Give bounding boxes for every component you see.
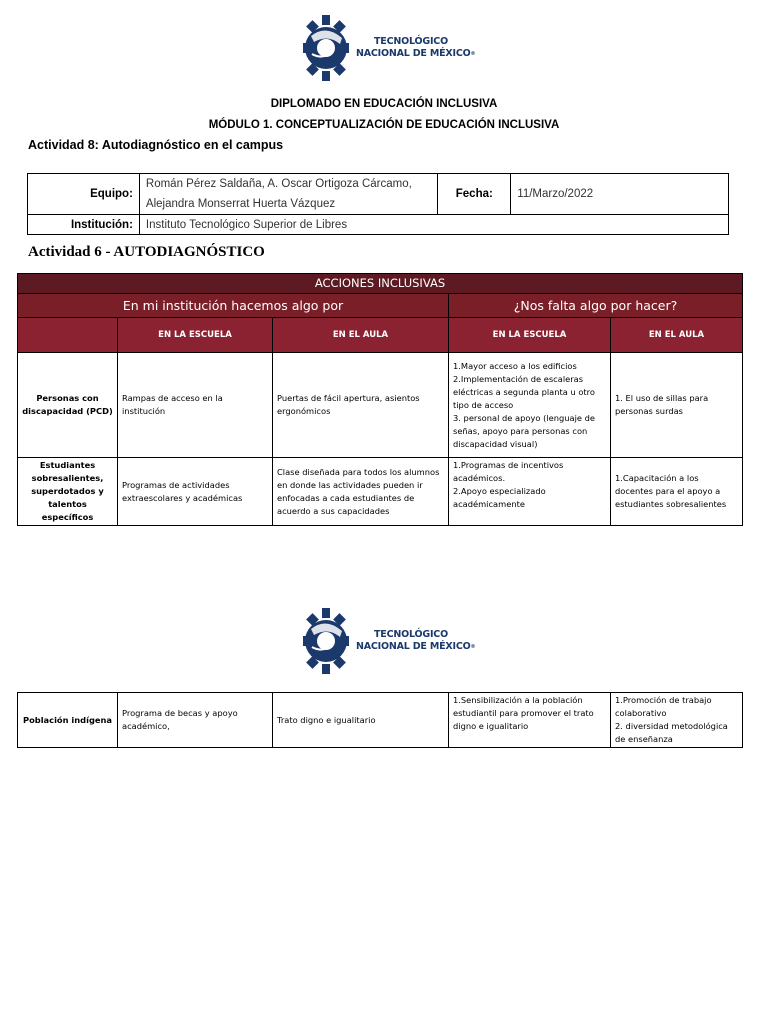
todo-school-cell: [449, 693, 611, 748]
diploma-title: DIPLOMADO EN EDUCACIÓN INCLUSIVA: [270, 98, 498, 110]
module-title: MÓDULO 1. CONCEPTUALIZACIÓN DE EDUCACIÓN INCLUSIVA: [208, 119, 560, 131]
table-row: [18, 353, 743, 458]
row-category: Población indígena: [18, 693, 118, 748]
team-members-line2: Alejandra Monserrat Huerta Vázquez: [145, 198, 336, 210]
table-row: [18, 693, 743, 748]
todo-class-header: EN EL AULA: [611, 318, 743, 353]
list-item: 1.Capacitación a los docentes para el apoyo a estudiantes sobresalientes: [615, 473, 727, 509]
tecnm-gear-emblem-icon: [302, 607, 350, 675]
tecnm-gear-emblem-icon: [302, 14, 350, 82]
activity6-title: Actividad 6 - AUTODIAGNÓSTICO: [28, 244, 265, 260]
list-item: 2. diversidad metodológica de enseñanza: [615, 721, 728, 744]
inclusive-actions-table-continued: [17, 692, 743, 748]
done-class-cell: Trato digno e igualitario: [273, 693, 449, 748]
list-item: 1. El uso de sillas para personas surdas: [615, 393, 709, 416]
todo-class-cell: [611, 458, 743, 526]
inclusive-actions-table: [17, 273, 743, 526]
logo-line1: TECNOLÓGICO: [374, 629, 448, 640]
row-category: Personas con discapacidad (PCD): [18, 353, 118, 458]
team-info-table: [27, 173, 729, 235]
tecnm-logo: [302, 14, 475, 82]
todo-school-cell: [449, 458, 611, 526]
todo-class-cell: [611, 693, 743, 748]
done-school-cell: Programa de becas y apoyo académico,: [118, 693, 273, 748]
table-row: [18, 458, 743, 526]
group-done-header: En mi institución hacemos algo por: [18, 294, 449, 318]
list-item: 1.Programas de incentivos académicos.: [453, 460, 564, 483]
logo-line2: NACIONAL DE MÉXICO: [356, 641, 471, 652]
activity8-title: Actividad 8: Autodiagnóstico en el campus: [28, 138, 284, 152]
table-group-row: [18, 294, 743, 318]
row-category: Estudiantes sobresalientes, superdotados y talentos específicos: [18, 458, 118, 526]
institution-value: Instituto Tecnológico Superior de Libres: [139, 215, 728, 235]
list-item: 2.Implementación de escaleras eléctricas a segunda planta u otro tipo de acceso: [453, 373, 595, 410]
table-subheader-row: [18, 318, 743, 353]
list-item: 1.Mayor acceso a los edificios: [453, 360, 577, 371]
institution-row: [28, 215, 729, 235]
list-item: 2.Apoyo especializado académicamente: [453, 486, 546, 509]
tecnm-logo-text: [356, 36, 475, 60]
logo-registered-mark: ®: [470, 644, 476, 650]
date-label: Fecha:: [438, 174, 511, 215]
team-members: [139, 174, 437, 215]
group-todo-header: ¿Nos falta algo por hacer?: [449, 294, 743, 318]
list-item: 3. personal de apoyo (lenguaje de señas, apoyo para personas con discapacidad visual): [453, 412, 596, 449]
done-school-cell: Programas de actividades extraescolares y académicas: [118, 458, 273, 526]
list-item: 1.Sensibilización a la población estudiantil para promover el trato digno e igualitario: [453, 695, 594, 731]
team-label: Equipo:: [28, 174, 140, 215]
table-title-row: [18, 274, 743, 294]
list-item: 1.Promoción de trabajo colaborativo: [615, 695, 712, 718]
done-class-cell: Clase diseñada para todos los alumnos en donde las actividades pueden ir enfocadas a cada estudiantes de acuerdo a sus capacidades: [273, 458, 449, 526]
empty-header-cell: [18, 318, 118, 353]
table-title: ACCIONES INCLUSIVAS: [18, 274, 743, 294]
date-value: 11/Marzo/2022: [511, 174, 729, 215]
team-members-line1: Román Pérez Saldaña, A. Oscar Ortigoza Cárcamo,: [145, 178, 412, 190]
done-school-cell: Rampas de acceso en la institución: [118, 353, 273, 458]
logo-line1: TECNOLÓGICO: [374, 36, 448, 47]
tecnm-logo-page2: [302, 607, 475, 675]
tecnm-logo-text: [356, 629, 475, 653]
todo-class-cell: [611, 353, 743, 458]
done-class-header: EN EL AULA: [273, 318, 449, 353]
todo-school-cell: [449, 353, 611, 458]
done-class-cell: Puertas de fácil apertura, asientos ergonómicos: [273, 353, 449, 458]
institution-label: Institución:: [28, 215, 140, 235]
logo-registered-mark: ®: [470, 51, 476, 57]
todo-school-header: EN LA ESCUELA: [449, 318, 611, 353]
team-row: [28, 174, 729, 215]
logo-line2: NACIONAL DE MÉXICO: [356, 48, 471, 59]
done-school-header: EN LA ESCUELA: [118, 318, 273, 353]
